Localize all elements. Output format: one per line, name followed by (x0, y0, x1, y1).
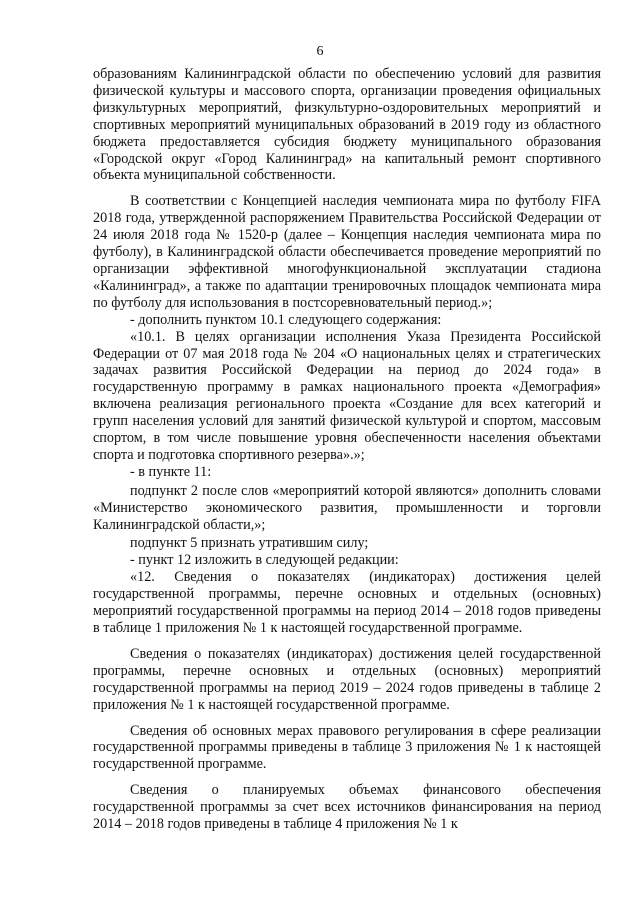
paragraph-item-12-new-wording: - пункт 12 изложить в следующей редакции: (130, 552, 399, 569)
page-number: 6 (316, 44, 324, 59)
paragraph-item-10-1-text: «10.1. В целях организации исполнения Указа Президента Российской Федерации от 07 мая 2018 года № 204 «О национальных целях и стратегических задачах развития Российской Федерации на период до 2024 года» в государственную программу в рамках национального проекта «Демография» включена реализация регионального проекта «Создание для всех категорий и групп населения условий для занятий физической культурой и спортом, массовым спортом, в том числе повышение уровня обеспеченности населения объектами спорта и подготовка спортивного резерва».»; (93, 328, 601, 463)
paragraph-subitem-5-repeal: подпункт 5 признать утратившим силу; (130, 535, 369, 552)
paragraph-add-item-10-1: - дополнить пунктом 10.1 следующего содержания: (130, 311, 442, 328)
paragraph-item-12-table-4: Сведения о планируемых объемах финансового обеспечения государственной программы за счет всех источников финансирования на период 2014 – 2018 годов приведены в таблице 4 приложения № 1 к (93, 782, 601, 833)
paragraph-fifa-legacy-concept: В соответствии с Концепцией наследия чемпионата мира по футболу FIFA 2018 года, утвержденной распоряжением Правительства Российской Федерации от 24 июля 2018 года № 1520-р (далее – Концепция наследия чемпионата мира по футболу), в Калининградской области обеспечивается проведение мероприятий по организации эффективной многофункциональной эксплуатации стадиона «Калининград», а также по адаптации тренировочных площадок чемпионата мира по футболу для использования в постсоревновательный период.»; (93, 193, 601, 311)
paragraph-item-12-table-3: Сведения об основных мерах правового регулирования в сфере реализации государственной программы приведены в таблице 3 приложения № 1 к настоящей государственной программе. (93, 722, 601, 773)
document-body (93, 66, 601, 833)
paragraph-item-12-table-2: Сведения о показателях (индикаторах) достижения целей государственной программы, перечне основных и отдельных (основных) мероприятий государственной программы на период 2019 – 2024 годов приведены в таблице 2 приложения № 1 к настоящей государственной программе. (93, 645, 601, 713)
paragraph-subsidy-continuation: образованиям Калининградской области по обеспечению условий для развития физической культуры и массового спорта, организации проведения официальных физкультурных мероприятий, физкультурно-оздоровительных мероприятий и спортивных мероприятий муниципальных образований в 2019 году из областного бюджета предоставляется субсидия бюджету муниципального образования «Городской округ «Город Калининград» на капитальный ремонт спортивного объекта муниципальной собственности. (93, 66, 601, 184)
paragraph-subitem-2-amendment: подпункт 2 после слов «мероприятий которой являются» дополнить словами «Министерство экономического развития, промышленности и торговли Калининградской области,»; (93, 482, 601, 533)
paragraph-in-item-11: - в пункте 11: (130, 463, 212, 480)
paragraph-item-12-table-1: «12. Сведения о показателях (индикаторах) достижения целей государственной программы, перечне основных и отдельных (основных) мероприятий государственной программы на период 2014 – 2018 годов приведены в таблице 1 приложения № 1 к настоящей государственной программе. (93, 569, 601, 636)
